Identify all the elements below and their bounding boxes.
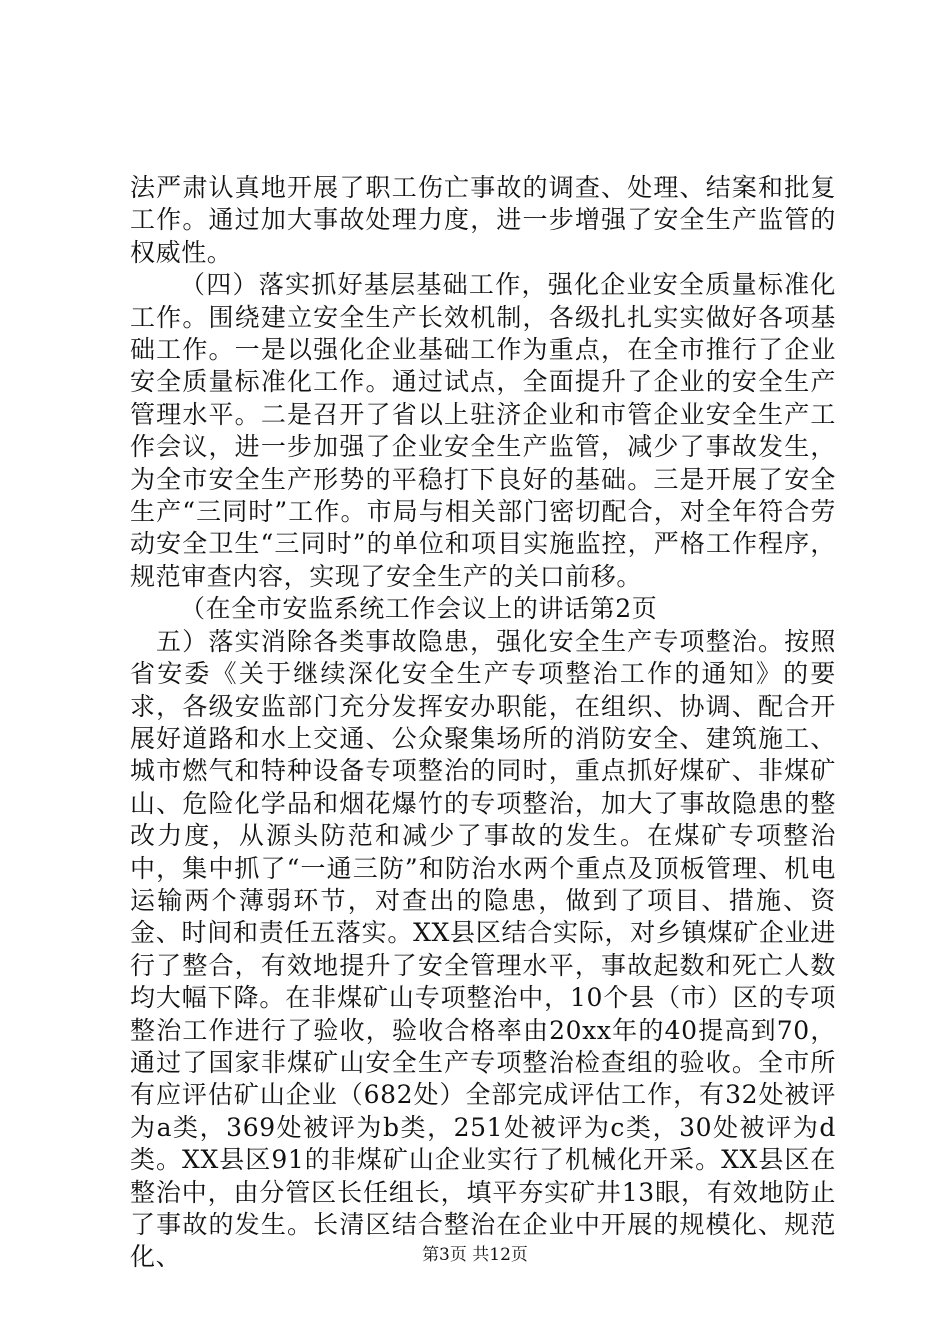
paragraph-section-five: 五）落实消除各类事故隐患，强化安全生产专项整治。按照省安委《关于继续深化安全生产专项整治工作的通知》的要求，各级安监部门充分发挥安办职能，在组织、协调、配合开展好道路和水上交通、公众聚集场所的消防安全、建筑施工、城市燃气和特种设备专项整治的同时，重点抓好煤矿、非煤矿山、危险化学品和烟花爆竹的专项整治，加大了事故隐患的整改力度，从源头防范和减少了事故的发生。在煤矿专项整治中，集中抓了“一通三防”和防治水两个重点及顶板管理、机电运输两个薄弱环节，对查出的隐患，做到了项目、措施、资金、时间和责任五落实。XX县区结合实际，对乡镇煤矿企业进行了整合，有效地提升了安全管理水平，事故起数和死亡人数均大幅下降。在非煤矿山专项整治中，10个县（市）区的专项整治工作进行了验收，验收合格率由20xx年的40提高到70，通过了国家非煤矿山安全生产专项整治检查组的验收。全市所有应评估矿山企业（682处）全部完成评估工作，有32处被评为a类，369处被评为b类，251处被评为c类，30处被评为d类。XX县区91的非煤矿山企业实行了机械化开采。XX县区在整治中，由分管区长任组长，填平夯实矿井13眼，有效地防止了事故的发生。长清区结合整治在企业中开展的规模化、规范化、 bbox=[130, 626, 836, 1272]
document-body bbox=[130, 172, 836, 1274]
page-number-footer: 第3页 共12页 bbox=[422, 1245, 528, 1265]
paragraph-continuation: 法严肃认真地开展了职工伤亡事故的调查、处理、结案和批复工作。通过加大事故处理力度，进一步增强了安全生产监管的权威性。 bbox=[130, 173, 836, 267]
paragraph-page-note: （在全市安监系统工作会议上的讲话第2页 bbox=[180, 594, 658, 624]
paragraph-section-four: （四）落实抓好基层基础工作，强化企业安全质量标准化工作。围绕建立安全生产长效机制，各级扎扎实实做好各项基础工作。一是以强化企业基础工作为重点，在全市推行了企业安全质量标准化工作。通过试点，全面提升了企业的安全生产管理水平。二是召开了省以上驻济企业和市管企业安全生产工作会议，进一步加强了企业安全生产监管，减少了事故发生，为全市安全生产形势的平稳打下良好的基础。三是开展了安全生产“三同时”工作。市局与相关部门密切配合，对全年符合劳动安全卫生“三同时”的单位和项目实施监控，严格工作程序，规范审查内容，实现了安全生产的关口前移。 bbox=[130, 270, 836, 591]
